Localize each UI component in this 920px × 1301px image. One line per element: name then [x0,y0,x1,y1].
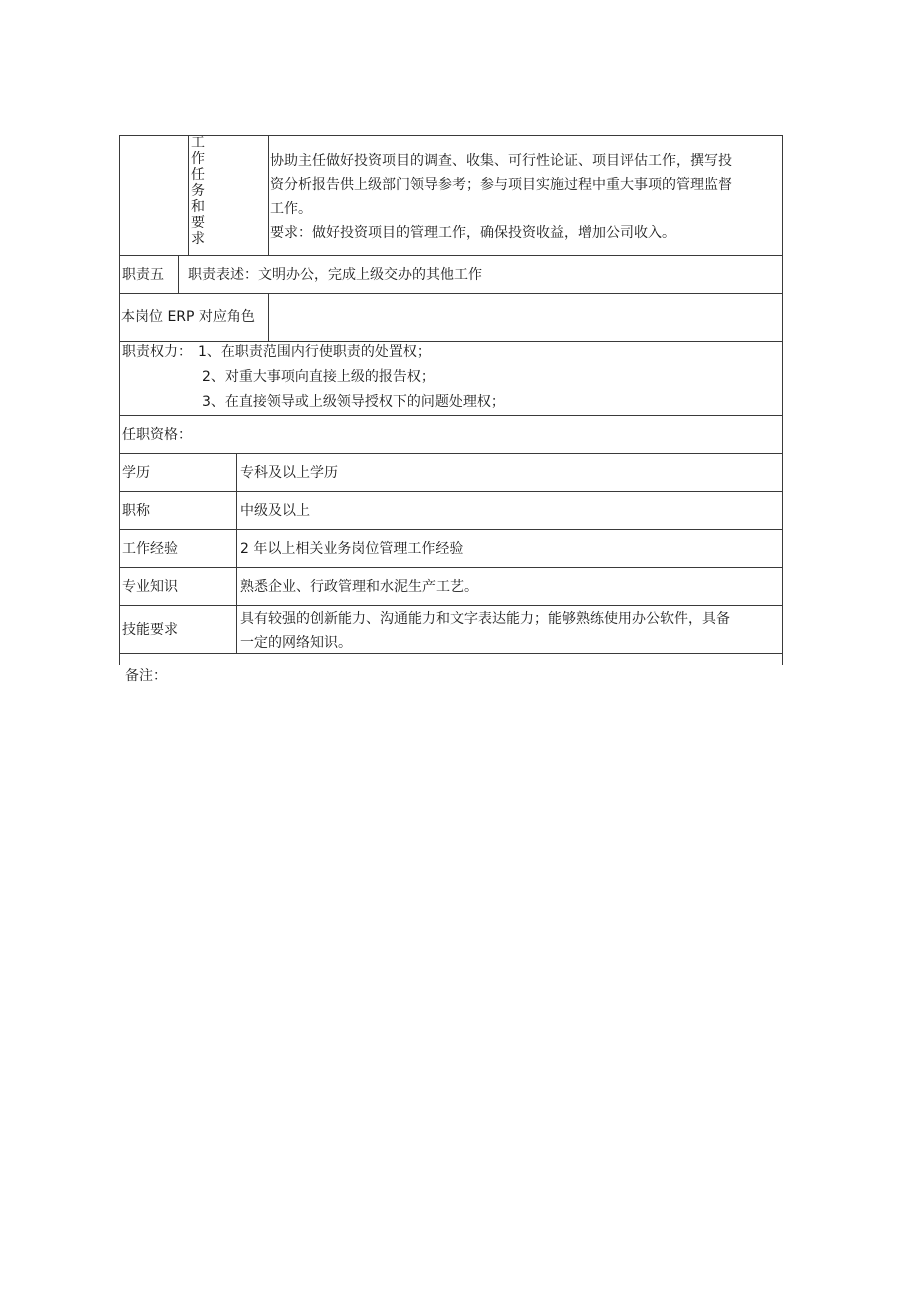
qualification-value: 中级及以上 [240,503,310,519]
authority-item: 3、在直接领导或上级领导授权下的问题处理权； [202,394,505,410]
row-divider [119,453,783,454]
duty4-description [270,149,732,245]
remarks-label: 备注： [125,668,167,684]
row-divider [119,605,783,606]
duty4-label-char: 务 [191,183,205,199]
duty4-label-char: 任 [191,167,205,183]
qualification-label: 技能要求 [122,622,178,638]
duty4-line: 要求：做好投资项目的管理工作，确保投资收益，增加公司收入。 [270,225,676,241]
row-divider [119,341,783,342]
duty4-label-char: 要 [191,215,205,231]
duty4-label-char: 和 [191,199,205,215]
duty4-line: 协助主任做好投资项目的调查、收集、可行性论证、项目评估工作，撰写投 [270,153,732,169]
authority-title: 职责权力： [122,344,192,360]
table-border-left [119,135,120,665]
qualification-label: 学历 [122,465,150,481]
row-divider [119,255,783,256]
authority-item: 2、对重大事项向直接上级的报告权； [202,369,435,385]
qualification-value: 熟悉企业、行政管理和水泥生产工艺。 [240,579,478,595]
row-divider [119,293,783,294]
duty4-label [189,135,207,247]
row-divider [119,415,783,416]
table-border-top [119,135,783,136]
duty4-line: 资分析报告供上级部门领导参考；参与项目实施过程中重大事项的管理监督 [270,177,732,193]
duty4-label-char: 求 [191,231,205,247]
qualification-value: 专科及以上学历 [240,465,338,481]
col-divider [178,255,179,293]
col-divider [268,135,269,255]
duty5-text: 职责表述：文明办公，完成上级交办的其他工作 [188,267,482,283]
erp-role-label: 本岗位 ERP 对应角色 [121,309,255,325]
job-description-table [119,135,783,665]
skill-line: 具有较强的创新能力、沟通能力和文字表达能力；能够熟练使用办公软件，具备 [240,611,730,627]
col-divider [236,453,237,653]
skill-line: 一定的网络知识。 [240,635,352,651]
duty4-label-char: 工 [191,135,205,151]
qualification-label: 专业知识 [122,579,178,595]
col-divider [268,293,269,341]
qualification-value: 2 年以上相关业务岗位管理工作经验 [240,541,464,557]
table-border-right [782,135,783,665]
authority-item: 1、在职责范围内行使职责的处置权； [198,344,431,360]
duty4-label-char: 作 [191,151,205,167]
qualification-label: 职称 [122,503,150,519]
qualification-value [240,607,730,655]
qualifications-title: 任职资格： [122,427,192,443]
qualification-label: 工作经验 [122,541,178,557]
row-divider [119,567,783,568]
row-divider [119,491,783,492]
duty5-label: 职责五 [122,267,164,283]
duty4-line: 工作。 [270,201,312,217]
row-divider [119,529,783,530]
